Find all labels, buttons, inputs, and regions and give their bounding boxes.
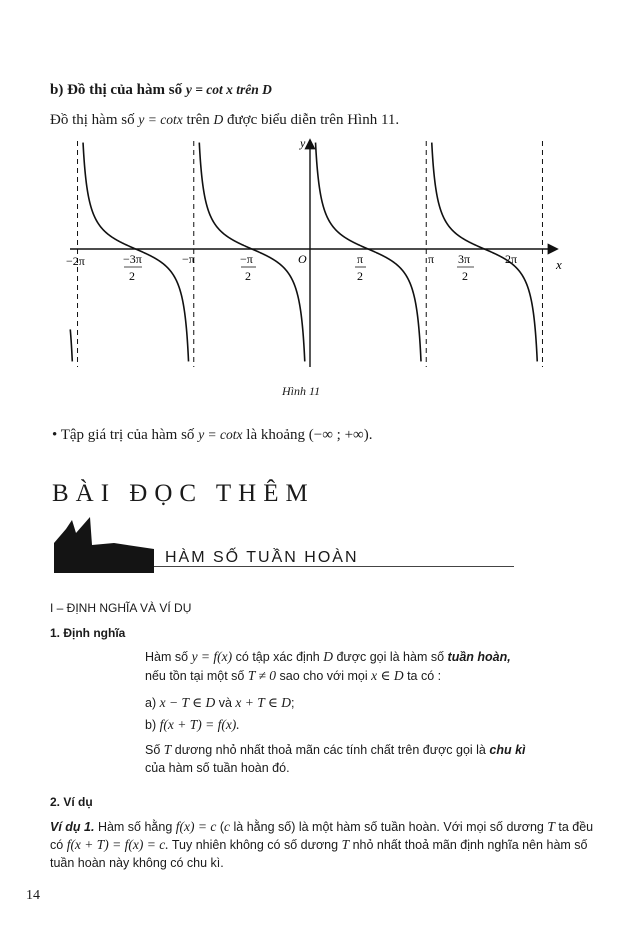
cot-branch	[70, 329, 72, 361]
tick-pi2-num: π	[357, 252, 364, 266]
section-heading: b) Đồ thị của hàm số y = cot x trên D	[50, 82, 272, 98]
factory-logo-icon	[54, 515, 154, 575]
cot-curves	[70, 143, 548, 362]
tick-neg-3pi2-den: 2	[129, 269, 135, 283]
tick-neg-pi2-den: 2	[245, 269, 251, 283]
tick-pi2-den: 2	[357, 269, 363, 283]
condition-b: b) f(x + T) = f(x).	[145, 717, 240, 732]
tick-neg-pi: −π	[182, 252, 195, 266]
origin-label: O	[298, 252, 307, 266]
example-heading: 2. Ví dụ	[50, 795, 93, 809]
tick-3pi2-den: 2	[462, 269, 468, 283]
x-label: x	[556, 257, 562, 272]
definition-heading: 1. Định nghĩa	[50, 626, 126, 640]
heading-math: y = cot x trên D	[185, 82, 272, 97]
cot-branch	[316, 143, 421, 362]
section-text: Đồ thị hàm số y = cotx trên D được biểu diễn trên Hình 11.	[50, 112, 400, 128]
definition-line-1: Hàm số y = f(x) có tập xác định D được gọi là hàm số tuần hoàn,	[145, 649, 511, 664]
definition-line-2: nếu tồn tại một số T ≠ 0 sao cho với mọi x ∈ D ta có :	[145, 668, 442, 683]
period-line-1: Số T dương nhỏ nhất thoả mãn các tính chất trên được gọi là chu kì	[145, 742, 526, 757]
example-body: Ví dụ 1. Hàm số hằng f(x) = c (c là hằng số) là một hàm số tuần hoàn. Với mọi số dương T ta đều có f(x + T) = f(x) = c. Tuy nhiên không có số dương T nhỏ nhất thoả mãn định nghĩa nên hàm số tuần hoàn này không có chu kì.	[50, 819, 594, 870]
figure-caption: Hình 11	[282, 384, 321, 398]
reading-title: BÀI ĐỌC THÊM	[52, 480, 315, 507]
tick-pi: π	[428, 252, 435, 266]
y-label: y	[300, 136, 306, 150]
cot-branch	[432, 143, 537, 362]
page-number: 14	[26, 888, 40, 903]
part-heading: I – ĐỊNH NGHĨA VÀ VÍ DỤ	[50, 601, 192, 615]
reading-subtitle: HÀM SỐ TUẦN HOÀN	[165, 549, 359, 566]
tick-3pi2-num: 3π	[458, 252, 471, 266]
tick-neg-2pi: −2π	[66, 254, 85, 268]
tick-neg-pi2-num: −π	[240, 252, 253, 266]
range-text: • Tập giá trị của hàm số y = cotx là khoảng (−∞ ; +∞).	[52, 427, 373, 443]
condition-a: a) x − T ∈ D và x + T ∈ D;	[145, 695, 295, 710]
tick-2pi: 2π	[505, 252, 518, 266]
period-line-2: của hàm số tuần hoàn đó.	[145, 761, 290, 775]
cot-graph	[60, 135, 580, 375]
tick-neg-3pi2-num: −3π	[123, 252, 142, 266]
subtitle-rule	[154, 566, 514, 567]
